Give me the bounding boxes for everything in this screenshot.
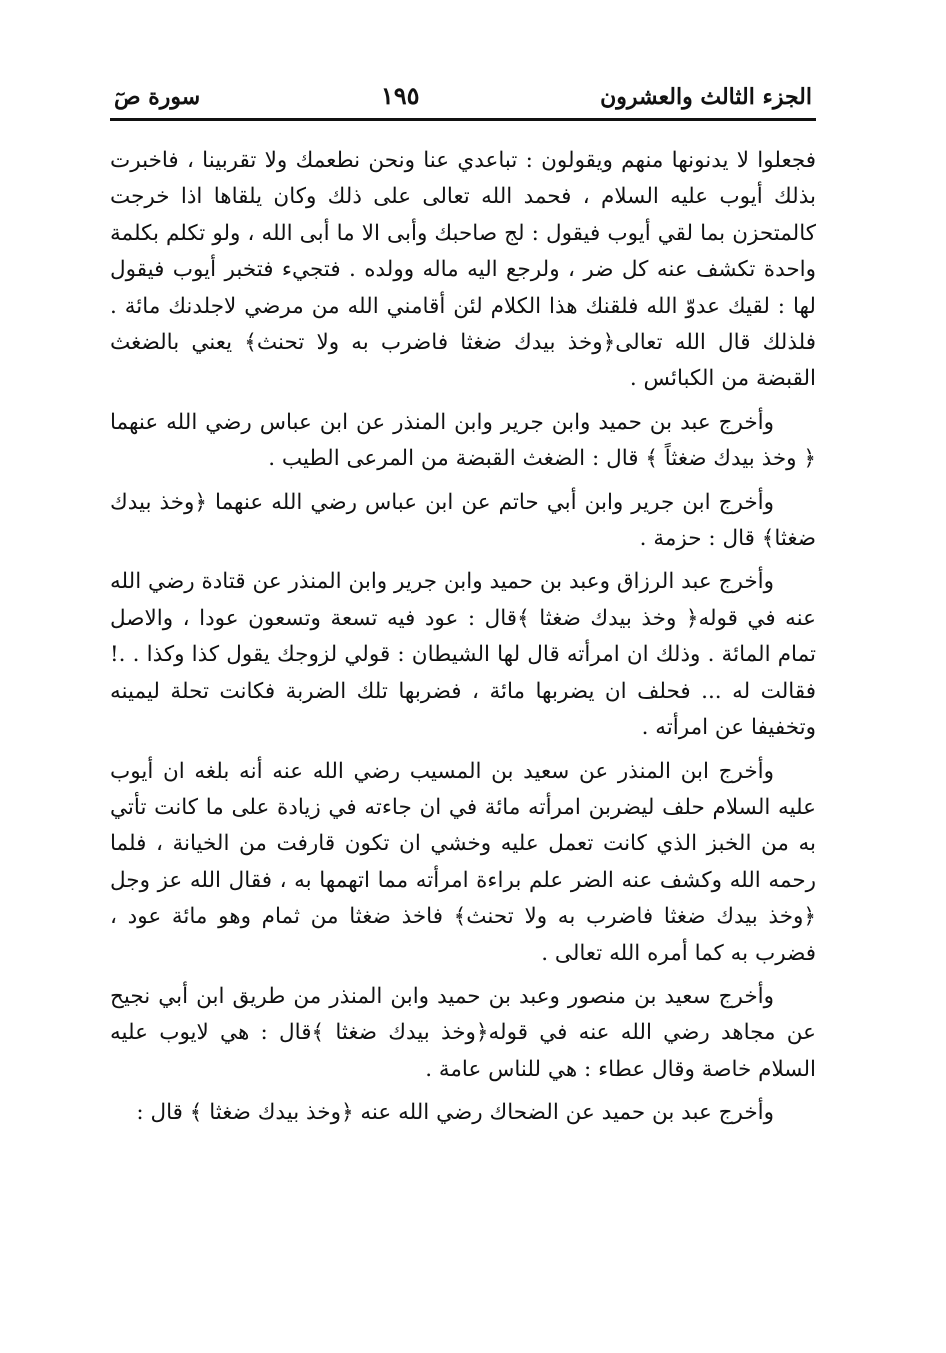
part-title: الجزء الثالث والعشرون: [600, 84, 812, 110]
book-page: [110, 60, 816, 1139]
page-body: [110, 143, 816, 1132]
header-rule: [110, 118, 816, 121]
paragraph: وأخرج عبد بن حميد عن الضحاك رضي الله عنه ﴿وخذ بيدك ضغثا ﴾ قال :: [136, 1100, 774, 1126]
paragraph: وأخرج ابن المنذر عن سعيد بن المسيب رضي الله عنه أنه بلغه ان أيوب عليه السلام حلف ليضربن امرأته مائة في ان جاءته في زيادة على ما كانت تأتي به من الخبز الذي كانت تعمل عليه وخشي ان تكون قارفت من الخيانة ، فلما رحمه الله وكشف عنه الضر علم براءة امرأته مما اتهمها به ، فقال الله عز وجل ﴿وخذ بيدك ضغثا فاضرب به ولا تحنث﴾ فاخذ ضغثا من ثمام وهو مائة عود ، فضرب به كما أمره الله تعالى .: [110, 758, 816, 966]
paragraph: وأخرج سعيد بن منصور وعبد بن حميد وابن المنذر من طريق ابن أبي نجيح عن مجاهد رضي الله عنه في قوله﴿وخذ بيدك ضغثا ﴾قال : هي لايوب عليه السلام خاصة وقال عطاء : هي للناس عامة .: [110, 983, 816, 1082]
paragraph: فجعلوا لا يدنونها منهم ويقولون : تباعدي عنا ونحن نطعمك ولا تقربينا ، فاخبرت بذلك أيوب عليه السلام ، فحمد الله تعالى على ذلك وكان يلقاها اذا خرجت كالمتحزن بما لقي أيوب فيقول : لج صاحبك وأبى الا ما أبى الله ، ولو تكلم بكلمة واحدة تكشف عنه كل ضر ، ولرجع اليه ماله وولده . فتجيء فتخبر أيوب فيقول لها : لقيك عدوّ الله فلقنك هذا الكلام لئن أقامني الله من مرضي لاجلدنك مائة . فلذلك قال الله تعالى﴿وخذ بيدك ضغثا فاضرب به ولا تحنث﴾ يعني بالضغث القبضة من الكبائس .: [110, 148, 816, 392]
paragraph: وأخرج عبد بن حميد وابن جرير وابن المنذر عن ابن عباس رضي الله عنهما ﴿ وخذ بيدك ضغثاً ﴾ قال : الضغث القبضة من المرعى الطيب .: [110, 409, 816, 472]
paragraph: وأخرج عبد الرزاق وعبد بن حميد وابن جرير وابن المنذر عن قتادة رضي الله عنه في قوله﴿ وخذ بيدك ضغثا ﴾قال : عود فيه تسعة وتسعون عودا ، والاصل تمام المائة . وذلك ان امرأته قال لها الشيطان : قولي لزوجك يقول كذا وكذا . .! فقالت له ... فحلف ان يضربها مائة ، فضربها تلك الضربة فكانت تحلة ليمينه وتخفيفا عن امرأته .: [110, 569, 816, 741]
surah-title: سورة صٓ: [114, 84, 201, 110]
page-number: ١٩٥: [380, 81, 420, 110]
paragraph: وأخرج ابن جرير وابن أبي حاتم عن ابن عباس رضي الله عنهما ﴿وخذ بيدك ضغثا﴾ قال : حزمة .: [110, 489, 816, 552]
running-header: [110, 60, 816, 110]
